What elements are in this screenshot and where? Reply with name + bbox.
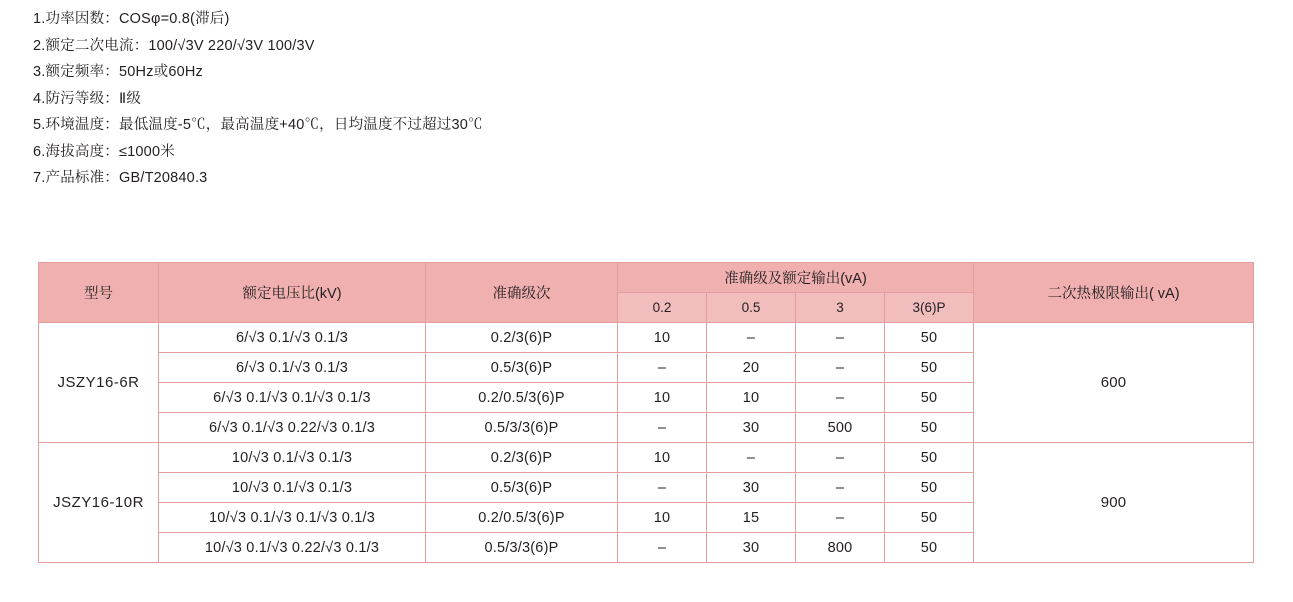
output-0-2-cell: 10 [618,383,707,413]
output-0-2-cell: – [618,473,707,503]
output-3-6p-cell: 50 [885,323,974,353]
model-jszy16-10r: JSZY16-10R [39,443,159,563]
spec-item-6: 6.海拔高度：≤1000米 [33,143,175,160]
thermal-limit-600: 600 [974,323,1254,443]
output-0-2-cell: – [618,413,707,443]
ratio-cell: 6/√3 0.1/√3 0.1/3 [159,323,426,353]
ratio-cell: 10/√3 0.1/√3 0.1/3 [159,473,426,503]
output-0-5-cell: 30 [707,413,796,443]
output-3-6p-cell: 50 [885,443,974,473]
output-3-6p-cell: 50 [885,383,974,413]
spec-item-2: 2.额定二次电流：100/√3V 220/√3V 100/3V [33,37,315,54]
output-0-2-cell: 10 [618,323,707,353]
output-3-cell: – [796,473,885,503]
output-3-6p-cell: 50 [885,353,974,383]
output-3-6p-cell: 50 [885,473,974,503]
header-sub-3: 3 [796,293,885,323]
output-3-cell: 800 [796,533,885,563]
spec-table-wrapper [38,262,1253,563]
output-3-6p-cell: 50 [885,533,974,563]
table-row [39,323,1254,353]
header-class-output: 准确级及额定输出(vA) [618,263,974,293]
header-sub-0-5: 0.5 [707,293,796,323]
table-row [39,443,1254,473]
output-3-cell: 500 [796,413,885,443]
model-jszy16-6r: JSZY16-6R [39,323,159,443]
spec-item-3: 3.额定频率：50Hz或60Hz [33,64,203,80]
accuracy-class-cell: 0.5/3/3(6)P [426,413,618,443]
accuracy-class-cell: 0.2/3(6)P [426,443,618,473]
ratio-cell: 6/√3 0.1/√3 0.1/√3 0.1/3 [159,383,426,413]
accuracy-class-cell: 0.5/3/3(6)P [426,533,618,563]
output-0-2-cell: – [618,533,707,563]
output-3-cell: – [796,323,885,353]
output-3-cell: – [796,353,885,383]
output-3-cell: – [796,503,885,533]
output-3-cell: – [796,443,885,473]
table-body [39,323,1254,563]
specification-table [38,262,1254,563]
output-3-6p-cell: 50 [885,503,974,533]
accuracy-class-cell: 0.2/0.5/3(6)P [426,503,618,533]
header-model: 型号 [39,263,159,323]
output-0-5-cell: – [707,443,796,473]
spec-item-1: 1.功率因数：COSφ=0.8(滞后) [33,11,230,27]
output-0-2-cell: 10 [618,443,707,473]
ratio-cell: 6/√3 0.1/√3 0.22/√3 0.1/3 [159,413,426,443]
specification-list [33,6,1033,192]
header-ratio: 额定电压比(kV) [159,263,426,323]
accuracy-class-cell: 0.5/3(6)P [426,473,618,503]
accuracy-class-cell: 0.2/3(6)P [426,323,618,353]
output-0-5-cell: 30 [707,533,796,563]
table-header [39,263,1254,323]
ratio-cell: 10/√3 0.1/√3 0.1/3 [159,443,426,473]
thermal-limit-900: 900 [974,443,1254,563]
ratio-cell: 10/√3 0.1/√3 0.1/√3 0.1/3 [159,503,426,533]
output-0-5-cell: – [707,323,796,353]
header-accuracy-class: 准确级次 [426,263,618,323]
output-0-2-cell: 10 [618,503,707,533]
spec-item-5: 5.环境温度：最低温度-5℃，最高温度+40℃，日均温度不过超过30℃ [33,117,483,133]
accuracy-class-cell: 0.5/3(6)P [426,353,618,383]
output-0-2-cell: – [618,353,707,383]
header-sub-0-2: 0.2 [618,293,707,323]
output-0-5-cell: 30 [707,473,796,503]
output-0-5-cell: 20 [707,353,796,383]
spec-item-7: 7.产品标准：GB/T20840.3 [33,170,208,186]
output-0-5-cell: 10 [707,383,796,413]
ratio-cell: 6/√3 0.1/√3 0.1/3 [159,353,426,383]
output-0-5-cell: 15 [707,503,796,533]
table-header-row-1 [39,263,1254,293]
header-thermal-limit: 二次热极限输出( vA) [974,263,1254,323]
output-3-6p-cell: 50 [885,413,974,443]
output-3-cell: – [796,383,885,413]
ratio-cell: 10/√3 0.1/√3 0.22/√3 0.1/3 [159,533,426,563]
spec-item-4: 4.防污等级：Ⅱ级 [33,90,142,107]
header-sub-3-6p: 3(6)P [885,293,974,323]
accuracy-class-cell: 0.2/0.5/3(6)P [426,383,618,413]
